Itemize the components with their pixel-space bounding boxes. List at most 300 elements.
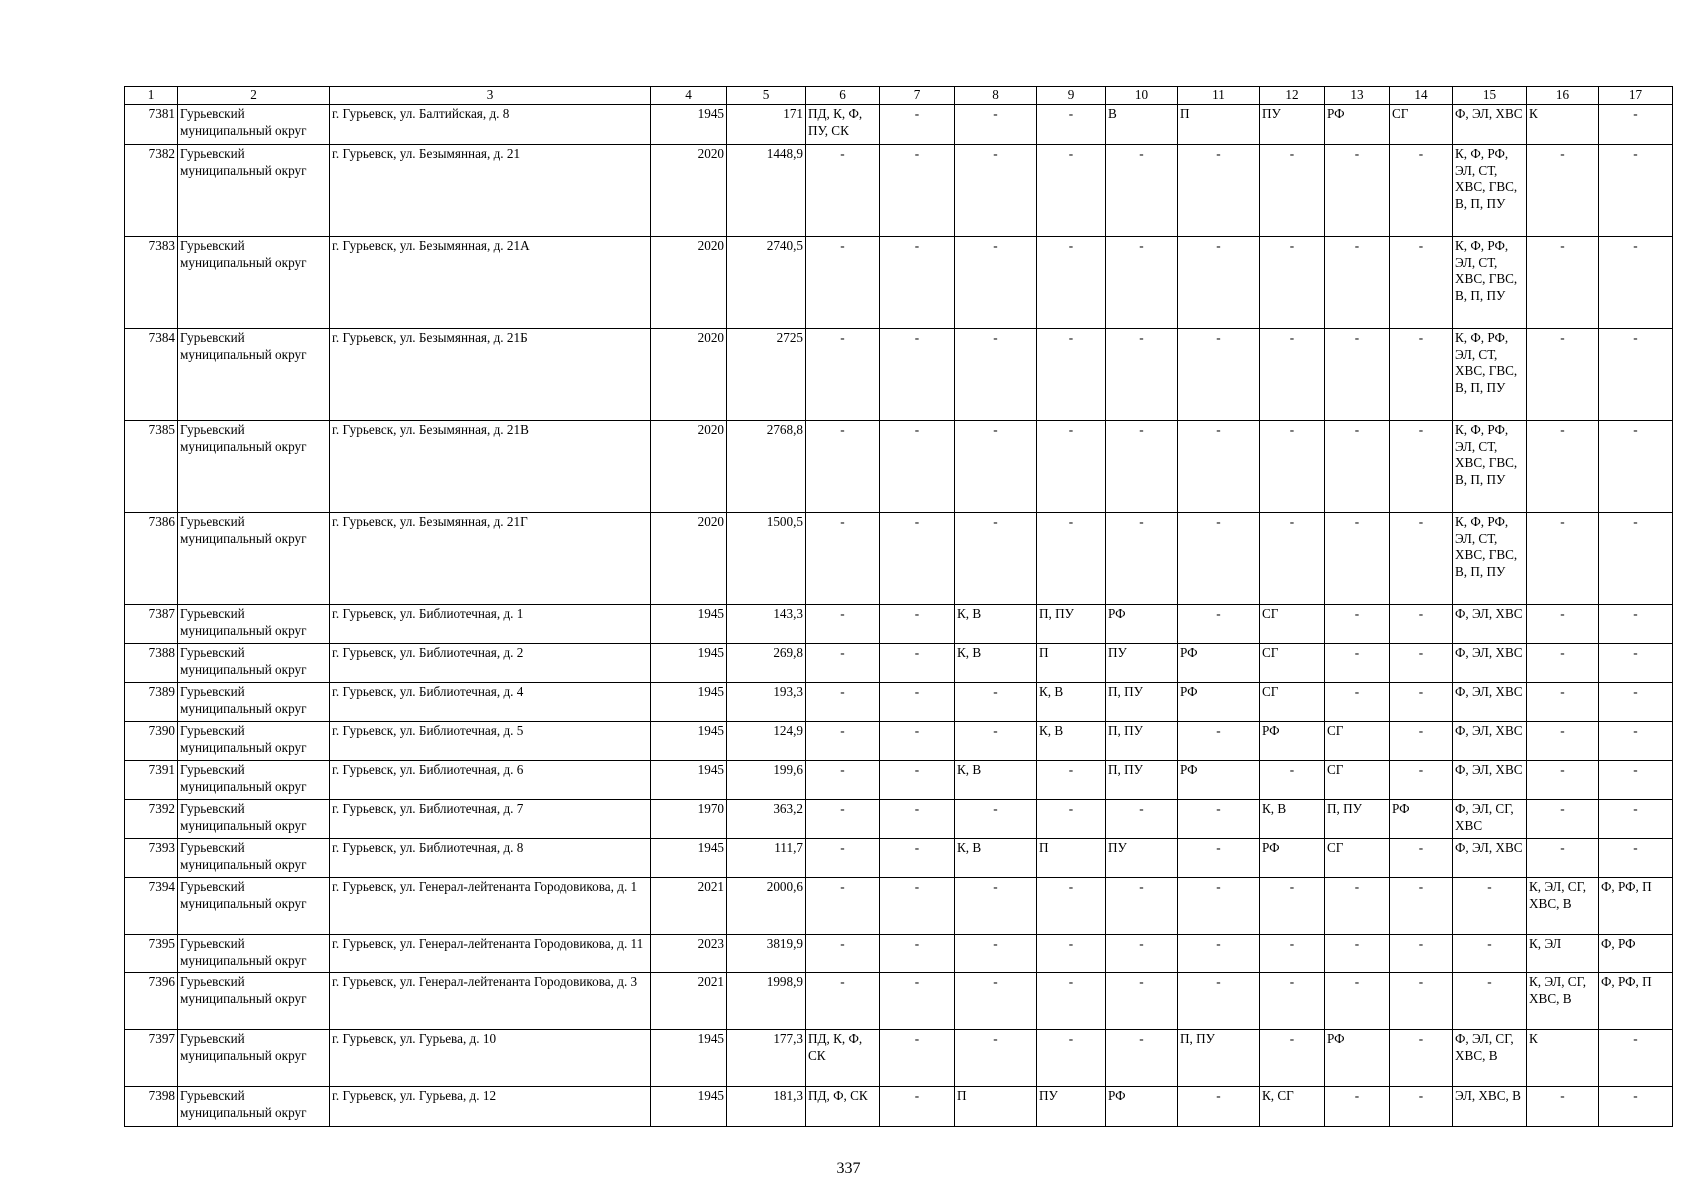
table-cell-col-2: Гурьевский муниципальный округ	[178, 145, 330, 237]
table-cell-col-14: -	[1390, 839, 1453, 878]
table-row	[125, 973, 1673, 1030]
table-row	[125, 421, 1673, 513]
table-cell-col-14: -	[1390, 329, 1453, 421]
table-cell-col-1: 7398	[125, 1087, 178, 1127]
table-cell-col-1: 7397	[125, 1030, 178, 1087]
table-cell-col-2: Гурьевский муниципальный округ	[178, 839, 330, 878]
table-cell-col-9: -	[1037, 800, 1106, 839]
table-cell-col-16: К	[1527, 1030, 1599, 1087]
table-cell-col-15: К, Ф, РФ, ЭЛ, СТ, ХВС, ГВС, В, П, ПУ	[1453, 329, 1527, 421]
table-cell-col-2: Гурьевский муниципальный округ	[178, 644, 330, 683]
table-cell-col-11: -	[1178, 722, 1260, 761]
table-cell-col-4: 2023	[651, 935, 727, 973]
table-cell-col-7: -	[880, 329, 955, 421]
table-cell-col-2: Гурьевский муниципальный округ	[178, 973, 330, 1030]
table-cell-col-6: -	[806, 839, 880, 878]
table-cell-col-1: 7392	[125, 800, 178, 839]
table-cell-col-5: 2768,8	[727, 421, 806, 513]
table-cell-col-6: -	[806, 605, 880, 644]
table-cell-col-8: -	[955, 800, 1037, 839]
table-cell-col-2: Гурьевский муниципальный округ	[178, 878, 330, 935]
table-cell-col-13: П, ПУ	[1325, 800, 1390, 839]
table-cell-col-14: -	[1390, 145, 1453, 237]
table-row	[125, 513, 1673, 605]
table-cell-col-3: г. Гурьевск, ул. Безымянная, д. 21В	[330, 421, 651, 513]
table-cell-col-16: -	[1527, 1087, 1599, 1127]
table-cell-col-1: 7389	[125, 683, 178, 722]
table-cell-col-14: -	[1390, 935, 1453, 973]
table-cell-col-2: Гурьевский муниципальный округ	[178, 683, 330, 722]
table-cell-col-12: -	[1260, 761, 1325, 800]
column-header-6: 6	[806, 87, 880, 105]
table-row	[125, 878, 1673, 935]
table-cell-col-7: -	[880, 513, 955, 605]
table-cell-col-4: 1945	[651, 683, 727, 722]
table-cell-col-4: 2020	[651, 513, 727, 605]
table-cell-col-5: 2740,5	[727, 237, 806, 329]
table-cell-col-17: -	[1599, 800, 1673, 839]
table-cell-col-5: 124,9	[727, 722, 806, 761]
table-cell-col-17: -	[1599, 105, 1673, 145]
table-cell-col-3: г. Гурьевск, ул. Библиотечная, д. 2	[330, 644, 651, 683]
column-header-9: 9	[1037, 87, 1106, 105]
table-cell-col-15: К, Ф, РФ, ЭЛ, СТ, ХВС, ГВС, В, П, ПУ	[1453, 145, 1527, 237]
table-cell-col-17: -	[1599, 644, 1673, 683]
table-cell-col-13: -	[1325, 644, 1390, 683]
table-cell-col-16: -	[1527, 605, 1599, 644]
table-cell-col-9: -	[1037, 935, 1106, 973]
table-cell-col-15: Ф, ЭЛ, СГ, ХВС, В	[1453, 1030, 1527, 1087]
table-cell-col-14: -	[1390, 973, 1453, 1030]
table-cell-col-9: П, ПУ	[1037, 605, 1106, 644]
column-header-14: 14	[1390, 87, 1453, 105]
table-cell-col-1: 7390	[125, 722, 178, 761]
table-cell-col-13: РФ	[1325, 1030, 1390, 1087]
table-cell-col-6: -	[806, 683, 880, 722]
table-cell-col-10: -	[1106, 800, 1178, 839]
table-cell-col-14: -	[1390, 683, 1453, 722]
table-cell-col-1: 7384	[125, 329, 178, 421]
table-row	[125, 605, 1673, 644]
table-cell-col-6: -	[806, 722, 880, 761]
table-cell-col-7: -	[880, 683, 955, 722]
table-cell-col-3: г. Гурьевск, ул. Библиотечная, д. 5	[330, 722, 651, 761]
table-cell-col-16: -	[1527, 513, 1599, 605]
table-cell-col-2: Гурьевский муниципальный округ	[178, 329, 330, 421]
table-cell-col-16: -	[1527, 722, 1599, 761]
table-cell-col-16: К	[1527, 105, 1599, 145]
table-cell-col-11: -	[1178, 237, 1260, 329]
table-cell-col-7: -	[880, 722, 955, 761]
table-cell-col-6: -	[806, 513, 880, 605]
table-row	[125, 644, 1673, 683]
table-cell-col-11: -	[1178, 421, 1260, 513]
table-cell-col-8: П	[955, 1087, 1037, 1127]
table-cell-col-9: -	[1037, 237, 1106, 329]
table-cell-col-13: -	[1325, 1087, 1390, 1127]
table-cell-col-12: -	[1260, 1030, 1325, 1087]
table-cell-col-8: -	[955, 722, 1037, 761]
table-cell-col-14: -	[1390, 421, 1453, 513]
table-cell-col-4: 1945	[651, 644, 727, 683]
table-cell-col-11: П	[1178, 105, 1260, 145]
table-cell-col-16: -	[1527, 421, 1599, 513]
table-cell-col-14: -	[1390, 1087, 1453, 1127]
table-cell-col-17: Ф, РФ	[1599, 935, 1673, 973]
table-cell-col-5: 111,7	[727, 839, 806, 878]
table-cell-col-2: Гурьевский муниципальный округ	[178, 1087, 330, 1127]
table-cell-col-10: РФ	[1106, 1087, 1178, 1127]
table-cell-col-11: -	[1178, 878, 1260, 935]
table-cell-col-7: -	[880, 800, 955, 839]
table-cell-col-6: ПД, Ф, СК	[806, 1087, 880, 1127]
table-cell-col-6: -	[806, 800, 880, 839]
table-cell-col-3: г. Гурьевск, ул. Гурьева, д. 12	[330, 1087, 651, 1127]
table-cell-col-4: 1945	[651, 839, 727, 878]
column-header-4: 4	[651, 87, 727, 105]
table-cell-col-10: -	[1106, 329, 1178, 421]
table-cell-col-6: -	[806, 329, 880, 421]
table-cell-col-8: -	[955, 513, 1037, 605]
table-cell-col-12: -	[1260, 421, 1325, 513]
table-cell-col-5: 199,6	[727, 761, 806, 800]
table-cell-col-10: П, ПУ	[1106, 683, 1178, 722]
table-cell-col-1: 7395	[125, 935, 178, 973]
table-cell-col-6: -	[806, 644, 880, 683]
table-cell-col-12: ПУ	[1260, 105, 1325, 145]
table-cell-col-4: 2020	[651, 329, 727, 421]
table-cell-col-12: СГ	[1260, 644, 1325, 683]
table-cell-col-8: -	[955, 1030, 1037, 1087]
table-cell-col-5: 1998,9	[727, 973, 806, 1030]
table-cell-col-7: -	[880, 935, 955, 973]
table-cell-col-4: 2021	[651, 878, 727, 935]
table-cell-col-1: 7387	[125, 605, 178, 644]
header-row	[125, 87, 1673, 105]
table-cell-col-17: -	[1599, 329, 1673, 421]
table-cell-col-6: -	[806, 878, 880, 935]
table-cell-col-15: Ф, ЭЛ, ХВС	[1453, 722, 1527, 761]
table-cell-col-16: -	[1527, 761, 1599, 800]
table-cell-col-4: 2021	[651, 973, 727, 1030]
table-cell-col-11: П, ПУ	[1178, 1030, 1260, 1087]
table-cell-col-13: -	[1325, 513, 1390, 605]
table-cell-col-13: РФ	[1325, 105, 1390, 145]
table-cell-col-14: -	[1390, 761, 1453, 800]
table-cell-col-3: г. Гурьевск, ул. Безымянная, д. 21А	[330, 237, 651, 329]
table-cell-col-10: -	[1106, 145, 1178, 237]
table-cell-col-16: -	[1527, 839, 1599, 878]
table-cell-col-2: Гурьевский муниципальный округ	[178, 935, 330, 973]
column-header-15: 15	[1453, 87, 1527, 105]
table-cell-col-2: Гурьевский муниципальный округ	[178, 237, 330, 329]
table-cell-col-6: -	[806, 761, 880, 800]
table-cell-col-1: 7383	[125, 237, 178, 329]
table-cell-col-10: -	[1106, 1030, 1178, 1087]
column-header-13: 13	[1325, 87, 1390, 105]
column-header-5: 5	[727, 87, 806, 105]
table-cell-col-5: 181,3	[727, 1087, 806, 1127]
table-cell-col-15: Ф, ЭЛ, ХВС	[1453, 761, 1527, 800]
column-header-10: 10	[1106, 87, 1178, 105]
table-cell-col-8: -	[955, 145, 1037, 237]
table-cell-col-16: -	[1527, 800, 1599, 839]
table-cell-col-15: Ф, ЭЛ, ХВС	[1453, 105, 1527, 145]
table-cell-col-8: -	[955, 935, 1037, 973]
table-cell-col-15: Ф, ЭЛ, СГ, ХВС	[1453, 800, 1527, 839]
table-cell-col-1: 7382	[125, 145, 178, 237]
table-cell-col-4: 2020	[651, 145, 727, 237]
table-cell-col-9: -	[1037, 329, 1106, 421]
table-cell-col-16: -	[1527, 683, 1599, 722]
table-cell-col-16: К, ЭЛ, СГ, ХВС, В	[1527, 973, 1599, 1030]
table-cell-col-12: СГ	[1260, 605, 1325, 644]
table-cell-col-12: -	[1260, 973, 1325, 1030]
table-row	[125, 1030, 1673, 1087]
table-cell-col-11: -	[1178, 605, 1260, 644]
table-cell-col-13: -	[1325, 605, 1390, 644]
table-cell-col-14: -	[1390, 878, 1453, 935]
table-cell-col-2: Гурьевский муниципальный округ	[178, 513, 330, 605]
table-cell-col-17: -	[1599, 237, 1673, 329]
table-cell-col-1: 7394	[125, 878, 178, 935]
table-cell-col-11: -	[1178, 935, 1260, 973]
table-cell-col-9: -	[1037, 973, 1106, 1030]
table-cell-col-14: -	[1390, 605, 1453, 644]
table-cell-col-15: -	[1453, 878, 1527, 935]
table-cell-col-3: г. Гурьевск, ул. Безымянная, д. 21Г	[330, 513, 651, 605]
column-header-11: 11	[1178, 87, 1260, 105]
table-cell-col-7: -	[880, 1030, 955, 1087]
table-cell-col-9: ПУ	[1037, 1087, 1106, 1127]
column-header-12: 12	[1260, 87, 1325, 105]
column-header-7: 7	[880, 87, 955, 105]
table-cell-col-10: ПУ	[1106, 644, 1178, 683]
table-cell-col-17: -	[1599, 839, 1673, 878]
table-cell-col-8: -	[955, 973, 1037, 1030]
table-cell-col-9: -	[1037, 105, 1106, 145]
table-cell-col-7: -	[880, 839, 955, 878]
table-cell-col-6: -	[806, 421, 880, 513]
table-cell-col-12: -	[1260, 145, 1325, 237]
table-cell-col-6: -	[806, 237, 880, 329]
table-cell-col-6: -	[806, 935, 880, 973]
table-cell-col-11: -	[1178, 839, 1260, 878]
table-cell-col-2: Гурьевский муниципальный округ	[178, 722, 330, 761]
table-row	[125, 329, 1673, 421]
table-cell-col-14: -	[1390, 722, 1453, 761]
table-cell-col-10: -	[1106, 935, 1178, 973]
table-row	[125, 722, 1673, 761]
table-cell-col-16: -	[1527, 644, 1599, 683]
table-row	[125, 105, 1673, 145]
table-cell-col-7: -	[880, 761, 955, 800]
table-cell-col-9: -	[1037, 421, 1106, 513]
table-cell-col-5: 1448,9	[727, 145, 806, 237]
table-cell-col-16: -	[1527, 145, 1599, 237]
table-cell-col-15: -	[1453, 935, 1527, 973]
table-cell-col-6: ПД, К, Ф, ПУ, СК	[806, 105, 880, 145]
table-cell-col-12: -	[1260, 513, 1325, 605]
table-cell-col-9: -	[1037, 513, 1106, 605]
table-cell-col-13: -	[1325, 145, 1390, 237]
table-cell-col-4: 1945	[651, 105, 727, 145]
column-header-1: 1	[125, 87, 178, 105]
table-cell-col-3: г. Гурьевск, ул. Генерал-лейтенанта Городовикова, д. 11	[330, 935, 651, 973]
table-cell-col-11: РФ	[1178, 644, 1260, 683]
data-table	[124, 86, 1673, 1127]
table-cell-col-2: Гурьевский муниципальный округ	[178, 605, 330, 644]
table-cell-col-3: г. Гурьевск, ул. Безымянная, д. 21Б	[330, 329, 651, 421]
table-cell-col-13: -	[1325, 237, 1390, 329]
table-cell-col-2: Гурьевский муниципальный округ	[178, 800, 330, 839]
table-cell-col-1: 7381	[125, 105, 178, 145]
table-cell-col-8: -	[955, 683, 1037, 722]
table-cell-col-16: К, ЭЛ, СГ, ХВС, В	[1527, 878, 1599, 935]
table-cell-col-7: -	[880, 878, 955, 935]
table-cell-col-1: 7393	[125, 839, 178, 878]
table-cell-col-8: К, В	[955, 761, 1037, 800]
column-header-8: 8	[955, 87, 1037, 105]
table-cell-col-5: 3819,9	[727, 935, 806, 973]
table-cell-col-17: -	[1599, 683, 1673, 722]
table-cell-col-17: -	[1599, 1030, 1673, 1087]
table-cell-col-9: -	[1037, 1030, 1106, 1087]
table-cell-col-13: -	[1325, 421, 1390, 513]
table-cell-col-9: К, В	[1037, 683, 1106, 722]
table-cell-col-3: г. Гурьевск, ул. Гурьева, д. 10	[330, 1030, 651, 1087]
table-cell-col-5: 177,3	[727, 1030, 806, 1087]
table-cell-col-4: 1945	[651, 722, 727, 761]
column-header-17: 17	[1599, 87, 1673, 105]
table-cell-col-9: -	[1037, 878, 1106, 935]
table-cell-col-17: Ф, РФ, П	[1599, 973, 1673, 1030]
table-cell-col-16: К, ЭЛ	[1527, 935, 1599, 973]
table-cell-col-13: -	[1325, 683, 1390, 722]
table-cell-col-17: -	[1599, 761, 1673, 800]
table-cell-col-14: РФ	[1390, 800, 1453, 839]
table-cell-col-1: 7388	[125, 644, 178, 683]
table-cell-col-15: Ф, ЭЛ, ХВС	[1453, 683, 1527, 722]
table-cell-col-11: -	[1178, 973, 1260, 1030]
table-cell-col-6: ПД, К, Ф, СК	[806, 1030, 880, 1087]
table-row	[125, 839, 1673, 878]
table-cell-col-8: -	[955, 237, 1037, 329]
table-row	[125, 683, 1673, 722]
table-cell-col-12: -	[1260, 329, 1325, 421]
table-cell-col-6: -	[806, 973, 880, 1030]
table-cell-col-8: -	[955, 421, 1037, 513]
table-cell-col-1: 7386	[125, 513, 178, 605]
table-header	[125, 87, 1673, 105]
table-cell-col-10: В	[1106, 105, 1178, 145]
table-cell-col-5: 143,3	[727, 605, 806, 644]
table-cell-col-11: -	[1178, 513, 1260, 605]
table-cell-col-4: 1945	[651, 1030, 727, 1087]
table-cell-col-4: 2020	[651, 237, 727, 329]
table-cell-col-9: К, В	[1037, 722, 1106, 761]
table-cell-col-16: -	[1527, 237, 1599, 329]
table-cell-col-13: СГ	[1325, 839, 1390, 878]
table-cell-col-10: П, ПУ	[1106, 761, 1178, 800]
table-cell-col-5: 171	[727, 105, 806, 145]
table-cell-col-12: РФ	[1260, 839, 1325, 878]
table-body	[125, 105, 1673, 1127]
table-cell-col-15: К, Ф, РФ, ЭЛ, СТ, ХВС, ГВС, В, П, ПУ	[1453, 513, 1527, 605]
table-cell-col-2: Гурьевский муниципальный округ	[178, 1030, 330, 1087]
table-cell-col-10: -	[1106, 513, 1178, 605]
table-cell-col-11: -	[1178, 800, 1260, 839]
table-cell-col-15: Ф, ЭЛ, ХВС	[1453, 605, 1527, 644]
table-cell-col-17: -	[1599, 513, 1673, 605]
table-cell-col-14: -	[1390, 237, 1453, 329]
table-row	[125, 145, 1673, 237]
table-cell-col-2: Гурьевский муниципальный округ	[178, 105, 330, 145]
table-cell-col-3: г. Гурьевск, ул. Генерал-лейтенанта Городовикова, д. 3	[330, 973, 651, 1030]
table-cell-col-7: -	[880, 1087, 955, 1127]
table-cell-col-8: -	[955, 105, 1037, 145]
table-cell-col-4: 1945	[651, 1087, 727, 1127]
table-cell-col-8: -	[955, 878, 1037, 935]
table-cell-col-3: г. Гурьевск, ул. Библиотечная, д. 6	[330, 761, 651, 800]
table-cell-col-10: -	[1106, 421, 1178, 513]
table-cell-col-3: г. Гурьевск, ул. Балтийская, д. 8	[330, 105, 651, 145]
table-cell-col-11: РФ	[1178, 761, 1260, 800]
table-cell-col-13: -	[1325, 935, 1390, 973]
table-cell-col-17: -	[1599, 421, 1673, 513]
table-cell-col-12: К, СГ	[1260, 1087, 1325, 1127]
table-cell-col-3: г. Гурьевск, ул. Библиотечная, д. 1	[330, 605, 651, 644]
table-cell-col-5: 2725	[727, 329, 806, 421]
table-cell-col-9: -	[1037, 145, 1106, 237]
table-cell-col-13: СГ	[1325, 722, 1390, 761]
table-cell-col-7: -	[880, 644, 955, 683]
table-cell-col-2: Гурьевский муниципальный округ	[178, 421, 330, 513]
table-cell-col-14: -	[1390, 1030, 1453, 1087]
table-cell-col-5: 193,3	[727, 683, 806, 722]
table-cell-col-13: СГ	[1325, 761, 1390, 800]
table-cell-col-7: -	[880, 145, 955, 237]
table-cell-col-9: П	[1037, 644, 1106, 683]
table-cell-col-7: -	[880, 421, 955, 513]
table-cell-col-10: РФ	[1106, 605, 1178, 644]
table-cell-col-4: 1970	[651, 800, 727, 839]
table-cell-col-5: 363,2	[727, 800, 806, 839]
table-cell-col-14: СГ	[1390, 105, 1453, 145]
table-row	[125, 935, 1673, 973]
table-cell-col-12: -	[1260, 935, 1325, 973]
table-cell-col-11: -	[1178, 145, 1260, 237]
table-cell-col-15: К, Ф, РФ, ЭЛ, СТ, ХВС, ГВС, В, П, ПУ	[1453, 237, 1527, 329]
table-cell-col-15: Ф, ЭЛ, ХВС	[1453, 644, 1527, 683]
table-cell-col-3: г. Гурьевск, ул. Библиотечная, д. 4	[330, 683, 651, 722]
table-cell-col-14: -	[1390, 644, 1453, 683]
table-cell-col-17: -	[1599, 605, 1673, 644]
table-cell-col-9: П	[1037, 839, 1106, 878]
table-cell-col-1: 7385	[125, 421, 178, 513]
table-cell-col-1: 7391	[125, 761, 178, 800]
table-cell-col-10: -	[1106, 878, 1178, 935]
table-cell-col-5: 2000,6	[727, 878, 806, 935]
table-cell-col-10: П, ПУ	[1106, 722, 1178, 761]
table-cell-col-15: К, Ф, РФ, ЭЛ, СТ, ХВС, ГВС, В, П, ПУ	[1453, 421, 1527, 513]
table-cell-col-13: -	[1325, 329, 1390, 421]
table-cell-col-11: РФ	[1178, 683, 1260, 722]
table-cell-col-4: 1945	[651, 761, 727, 800]
table-row	[125, 761, 1673, 800]
page-number: 337	[836, 1160, 861, 1177]
column-header-3: 3	[330, 87, 651, 105]
